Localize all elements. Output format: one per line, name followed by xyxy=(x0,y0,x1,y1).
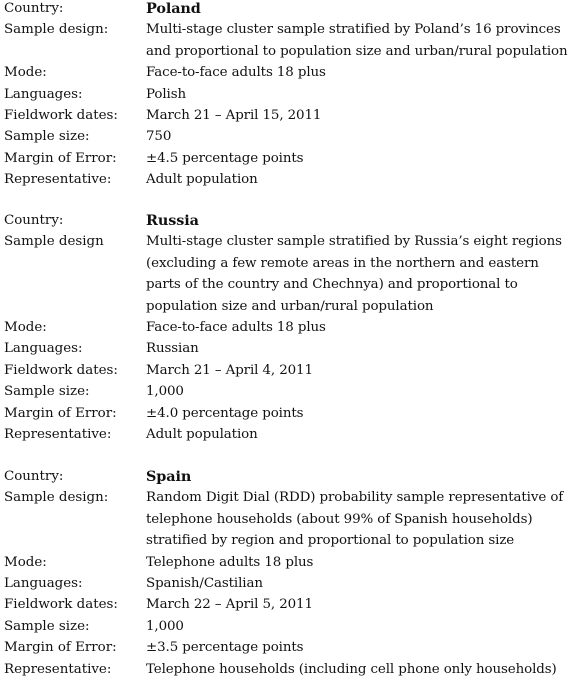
representative-value: Adult population xyxy=(146,427,258,443)
margin-of-error-row xyxy=(0,637,579,658)
country-name: Poland xyxy=(146,0,201,17)
languages-label: Languages: xyxy=(4,341,83,357)
country-row xyxy=(0,466,579,487)
country-label: Country: xyxy=(4,213,64,228)
sample-size-row xyxy=(0,381,579,402)
mode-label: Mode: xyxy=(4,554,47,570)
margin-of-error-label: Margin of Error: xyxy=(4,405,117,421)
fieldwork-dates-row xyxy=(0,360,579,381)
mode-row xyxy=(0,62,579,83)
mode-row xyxy=(0,317,579,338)
country-label: Country: xyxy=(4,469,64,484)
representative-label: Representative: xyxy=(4,172,112,188)
mode-label: Mode: xyxy=(4,65,47,81)
fieldwork-dates-label: Fieldwork dates: xyxy=(4,597,118,613)
mode-value: Telephone adults 18 plus xyxy=(146,554,314,570)
margin-of-error-label: Margin of Error: xyxy=(4,150,117,166)
sample-size-value: 1,000 xyxy=(146,384,184,400)
country-row xyxy=(0,210,579,231)
mode-value: Face-to-face adults 18 plus xyxy=(146,320,326,336)
mode-value: Face-to-face adults 18 plus xyxy=(146,65,326,81)
fieldwork-dates-row xyxy=(0,594,579,615)
sample-size-value: 750 xyxy=(146,129,172,145)
margin-of-error-label: Margin of Error: xyxy=(4,640,117,656)
fieldwork-dates-value: March 22 – April 5, 2011 xyxy=(146,597,313,613)
representative-row xyxy=(0,169,579,190)
languages-row xyxy=(0,84,579,105)
sample-size-row xyxy=(0,126,579,147)
representative-label: Representative: xyxy=(4,661,112,677)
fieldwork-dates-label: Fieldwork dates: xyxy=(4,108,118,124)
sample-size-label: Sample size: xyxy=(4,129,90,145)
representative-row xyxy=(0,424,579,445)
representative-value: Telephone households (including cell phone only households) xyxy=(146,661,557,677)
fieldwork-dates-value: March 21 – April 15, 2011 xyxy=(146,108,322,124)
sample-design-label: Sample design: xyxy=(4,490,109,506)
country-block-poland xyxy=(0,0,579,191)
sample-design-row xyxy=(0,487,579,551)
margin-of-error-value: ±4.5 percentage points xyxy=(146,150,304,166)
country-label: Country: xyxy=(4,1,64,16)
languages-value: Spanish/Castilian xyxy=(146,576,263,592)
mode-label: Mode: xyxy=(4,320,47,336)
sample-design-value: Random Digit Dial (RDD) probability sample representative of telephone households (about 99% of Spanish households) stratified by region and proportional to population size xyxy=(146,490,564,549)
representative-row xyxy=(0,659,579,680)
sample-design-label: Sample design xyxy=(4,234,104,250)
country-name: Russia xyxy=(146,212,199,229)
fieldwork-dates-label: Fieldwork dates: xyxy=(4,362,118,378)
languages-label: Languages: xyxy=(4,576,83,592)
fieldwork-dates-value: March 21 – April 4, 2011 xyxy=(146,362,313,378)
sample-size-value: 1,000 xyxy=(146,618,184,634)
languages-row xyxy=(0,573,579,594)
country-name: Spain xyxy=(146,468,192,485)
country-block-russia xyxy=(0,210,579,445)
representative-value: Adult population xyxy=(146,172,258,188)
sample-design-label: Sample design: xyxy=(4,22,109,38)
mode-row xyxy=(0,552,579,573)
sample-design-value: Multi-stage cluster sample stratified by Russia’s eight regions (excluding a few remote areas in the northern and eastern parts of the country and Chechnya) and proportional to population size and urban/rural population xyxy=(146,234,562,314)
representative-label: Representative: xyxy=(4,427,112,443)
sample-design-row xyxy=(0,231,579,317)
margin-of-error-value: ±3.5 percentage points xyxy=(146,640,304,656)
languages-value: Polish xyxy=(146,86,186,102)
sample-size-label: Sample size: xyxy=(4,384,90,400)
languages-row xyxy=(0,338,579,359)
languages-value: Russian xyxy=(146,341,199,357)
languages-label: Languages: xyxy=(4,86,83,102)
country-block-spain xyxy=(0,466,579,680)
margin-of-error-value: ±4.0 percentage points xyxy=(146,405,304,421)
sample-design-value: Multi-stage cluster sample stratified by Poland’s 16 provinces and proportional to population size and urban/rural population xyxy=(146,22,568,59)
fieldwork-dates-row xyxy=(0,105,579,126)
margin-of-error-row xyxy=(0,148,579,169)
sample-design-row xyxy=(0,19,579,62)
sample-size-label: Sample size: xyxy=(4,618,90,634)
margin-of-error-row xyxy=(0,403,579,424)
country-row xyxy=(0,0,579,19)
sample-size-row xyxy=(0,616,579,637)
